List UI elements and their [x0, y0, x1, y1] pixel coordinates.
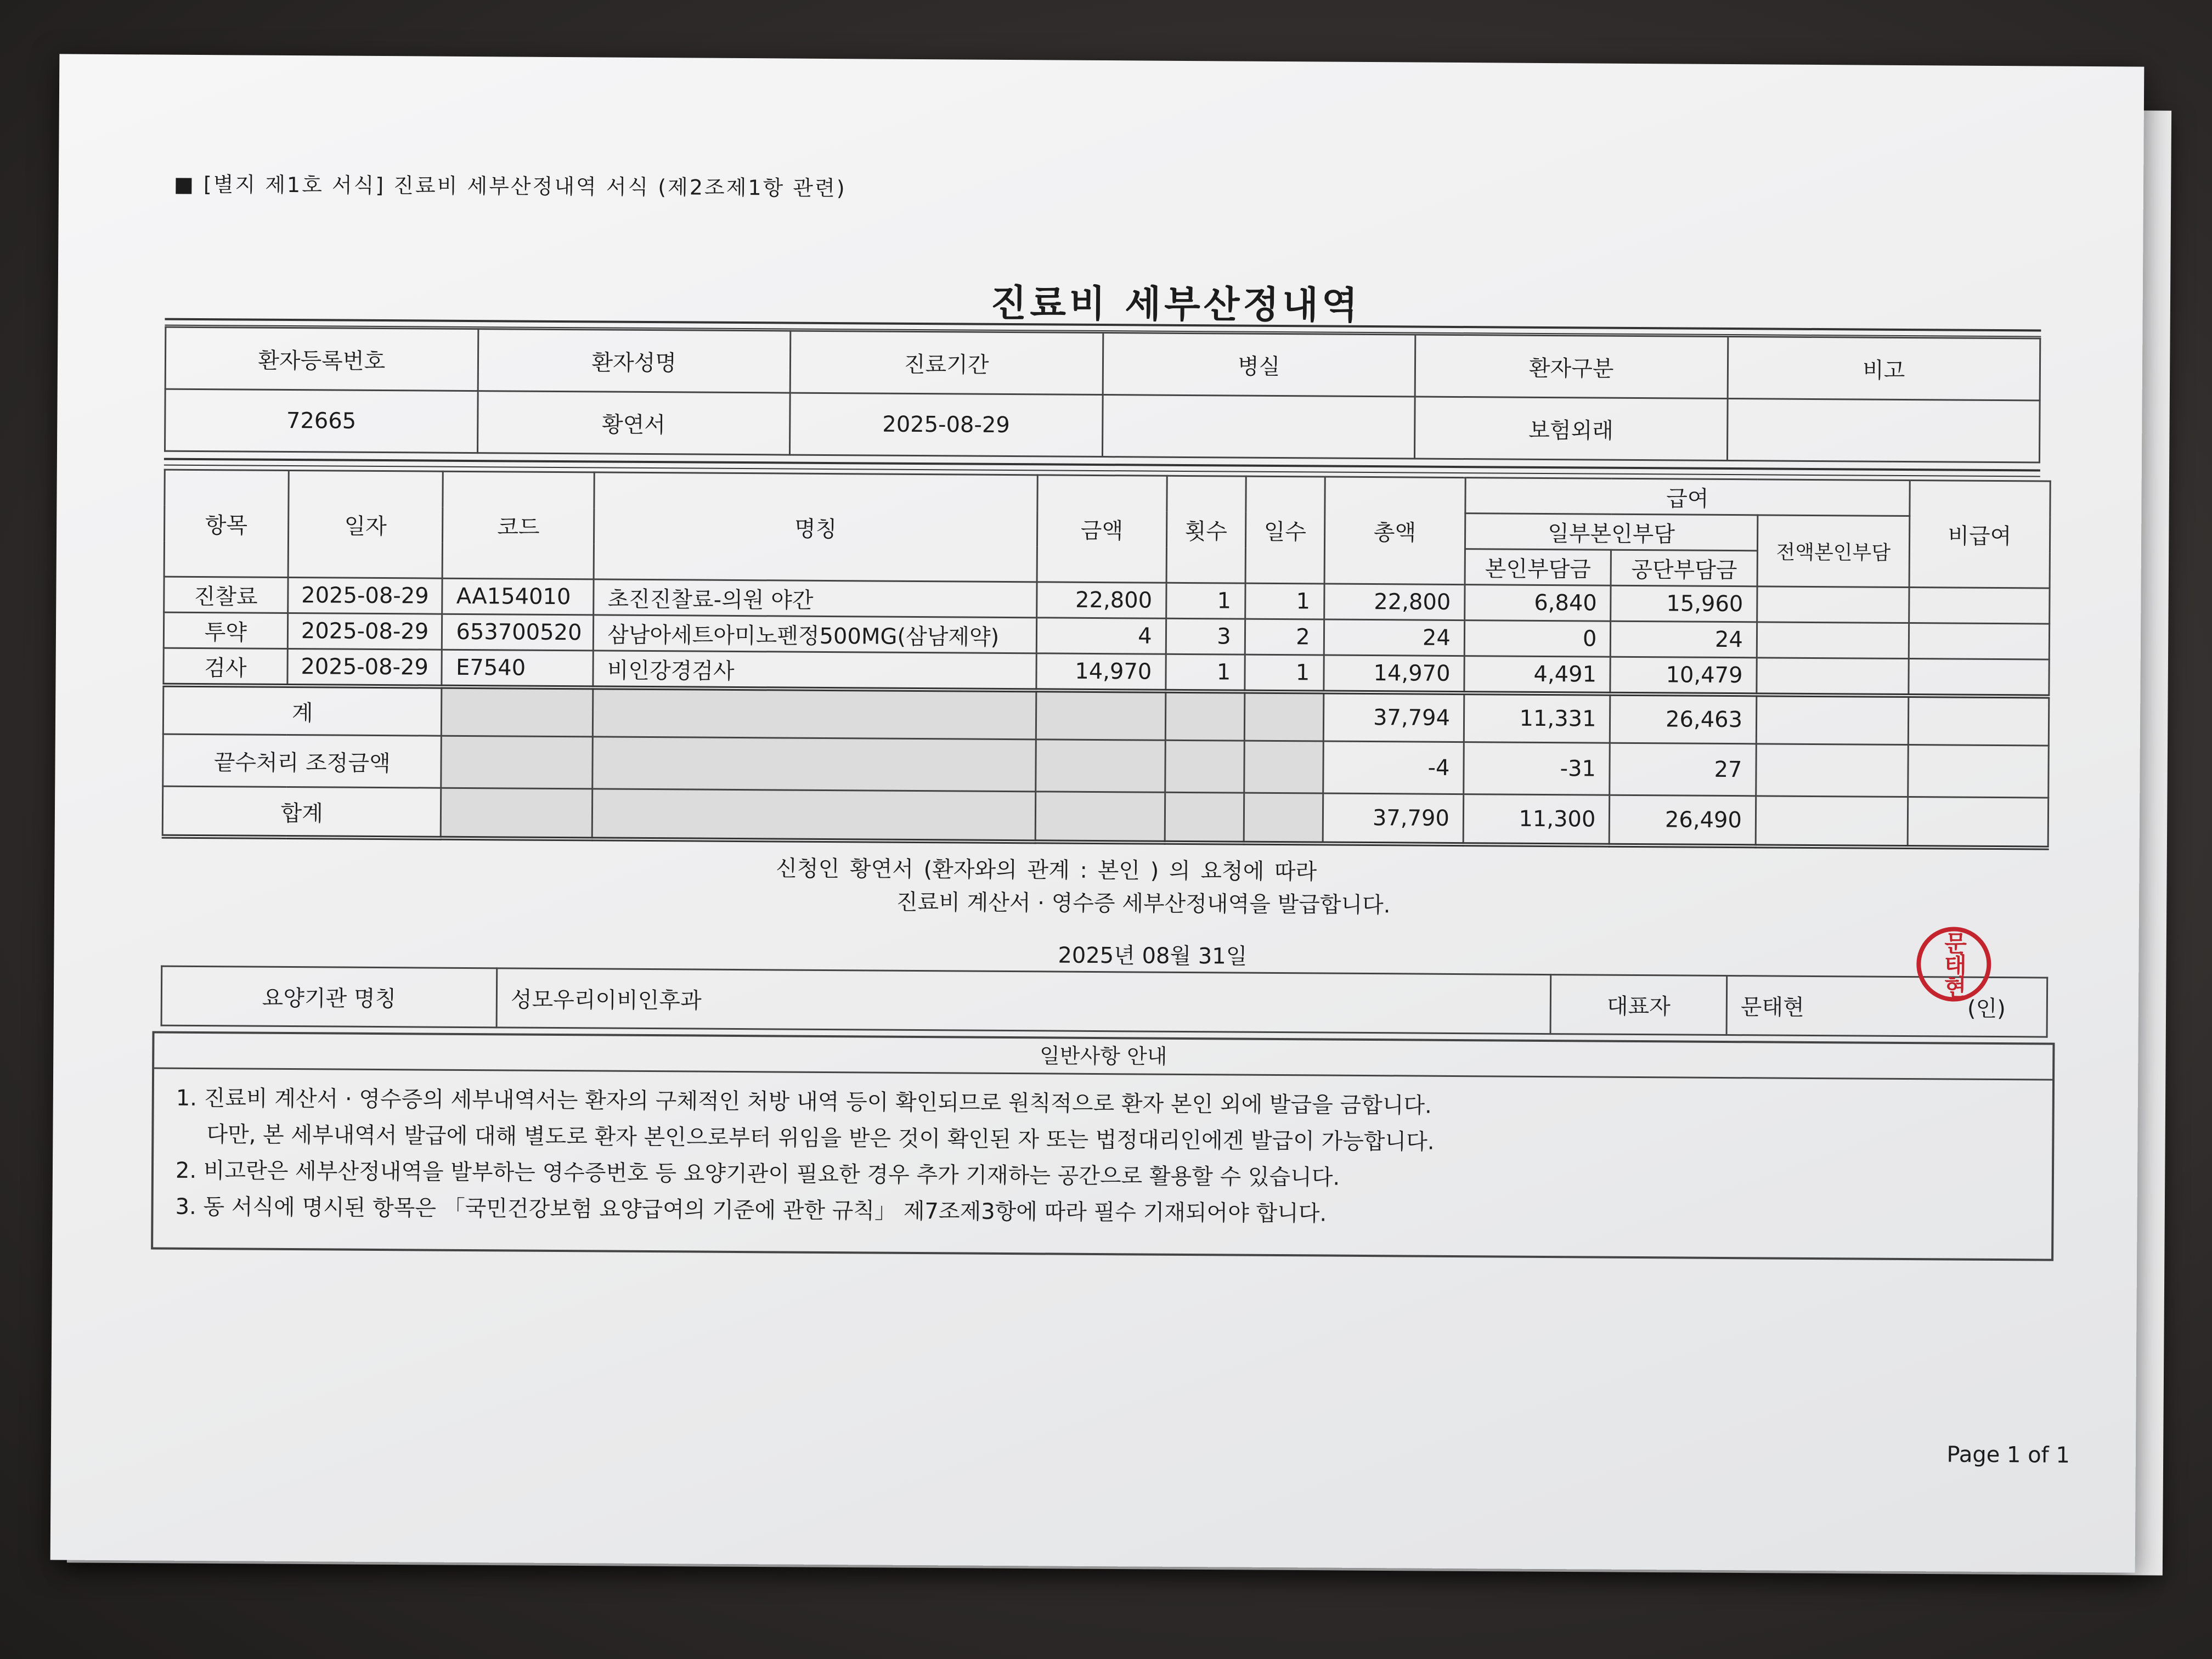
row-full-self	[1757, 658, 1909, 696]
patient-name: 황연서	[477, 391, 790, 455]
document-title: 진료비 세부산정내역	[990, 281, 1361, 328]
patient-id: 72665	[165, 389, 478, 453]
notice-line: 1. 진료비 계산서 · 영수증의 세부내역서는 환자의 구체적인 처방 내역 등이 확인되므로 원칙적으로 환자 본인 외에 발급을 금합니다.	[176, 1085, 1432, 1119]
summary-total: 37,790	[1323, 793, 1464, 844]
summary-label: 계	[163, 685, 442, 736]
remarks	[1727, 399, 2040, 462]
full-self-header: 전액본인부담	[1757, 515, 1909, 588]
partial-header: 일부본인부담	[1465, 514, 1757, 551]
row-date: 2025-08-29	[287, 577, 442, 614]
notice-body	[153, 1069, 2052, 1237]
shaded-cell	[592, 789, 1035, 842]
row-count: 1	[1166, 583, 1245, 619]
summary-full-self	[1756, 695, 1908, 744]
notice-line: 2. 비고란은 세부산정내역을 발부하는 영수증번호 등 요양기관이 필요한 경우 추가 기재하는 공간으로 활용할 수 있습니다.	[175, 1158, 1340, 1190]
row-days: 2	[1245, 619, 1324, 655]
representative-label: 대표자	[1550, 975, 1727, 1035]
shaded-cell	[1244, 741, 1323, 793]
row-total: 22,800	[1324, 584, 1465, 620]
billing-table	[162, 469, 2051, 850]
name-header: 명칭	[594, 472, 1037, 582]
shaded-cell	[1036, 690, 1165, 740]
amount-header: 금액	[1037, 475, 1167, 583]
row-non-covered	[1909, 623, 2050, 660]
row-amount: 22,800	[1037, 582, 1166, 618]
count-header: 횟수	[1166, 476, 1246, 583]
row-count: 3	[1166, 618, 1245, 654]
representative-name	[1726, 976, 2047, 1037]
row-amount: 14,970	[1036, 653, 1166, 691]
shaded-cell	[1165, 792, 1244, 843]
seal-mark: (인)	[1967, 996, 2006, 1022]
patient-info-table	[164, 326, 2041, 464]
row-days: 1	[1245, 654, 1324, 692]
summary-self-pay: 11,300	[1463, 794, 1610, 845]
grand-total-row	[162, 786, 2048, 848]
non-covered-header: 비급여	[1909, 481, 2051, 589]
summary-self-pay: 11,331	[1464, 693, 1610, 743]
row-full-self	[1757, 622, 1909, 659]
row-name: 초진진찰료-의원 야간	[594, 579, 1037, 618]
row-date: 2025-08-29	[287, 613, 442, 650]
institution-table	[161, 966, 2049, 1038]
patient-id-header: 환자등록번호	[165, 327, 478, 391]
summary-insurer-pay: 26,463	[1610, 694, 1757, 744]
patient-name-header: 환자성명	[478, 329, 791, 393]
red-seal-stamp: 문태현	[1916, 927, 1991, 1002]
summary-non-covered	[1908, 797, 2049, 848]
shaded-cell	[1244, 793, 1323, 843]
item-header: 항목	[164, 470, 289, 577]
row-total: 24	[1324, 619, 1465, 656]
row-item: 진찰료	[164, 577, 288, 613]
summary-full-self	[1756, 744, 1908, 797]
row-code: 653700520	[442, 614, 594, 651]
row-self-pay: 6,840	[1465, 585, 1611, 622]
institution-name: 성모우리이비인후과	[496, 968, 1551, 1034]
shaded-cell	[1036, 740, 1165, 792]
shaded-cell	[592, 737, 1036, 792]
row-item: 투약	[163, 612, 287, 648]
notice-box	[151, 1031, 2055, 1261]
summary-label: 합계	[162, 786, 441, 838]
patient-type: 보험외래	[1414, 397, 1727, 460]
shaded-cell	[593, 687, 1036, 739]
covered-header: 급여	[1465, 478, 1910, 516]
date-header: 일자	[288, 470, 443, 578]
row-amount: 4	[1036, 618, 1166, 654]
row-insurer-pay: 24	[1611, 621, 1757, 658]
row-insurer-pay: 10,479	[1610, 657, 1757, 695]
shaded-cell	[1165, 740, 1244, 793]
shaded-cell	[441, 788, 592, 839]
issue-statement: 진료비 계산서 · 영수증 세부산정내역을 발급합니다.	[896, 889, 1391, 918]
summary-insurer-pay: 27	[1610, 743, 1756, 796]
shaded-cell	[1244, 692, 1324, 741]
summary-label: 끝수처리 조정금액	[163, 734, 442, 788]
form-label: ■ [별지 제1호 서식] 진료비 세부산정내역 서식 (제2조제1항 관련)	[173, 172, 847, 201]
remarks-header: 비고	[1728, 337, 2040, 400]
institution-label: 요양기관 명칭	[161, 966, 497, 1028]
summary-total: -4	[1323, 741, 1464, 794]
row-days: 1	[1245, 583, 1324, 619]
shaded-cell	[1165, 691, 1245, 741]
row-total: 14,970	[1324, 655, 1465, 693]
shaded-cell	[441, 736, 592, 789]
summary-non-covered	[1908, 696, 2049, 746]
summary-total: 37,794	[1323, 692, 1464, 742]
summary-self-pay: -31	[1464, 742, 1610, 795]
notice-line: 3. 동 서식에 명시된 항목은 「국민건강보험 요양급여의 기준에 관한 규칙」 제7조제3항에 따라 필수 기재되어야 합니다.	[175, 1194, 1327, 1227]
row-date: 2025-08-29	[287, 648, 442, 686]
notice-line: 다만, 본 세부내역서 발급에 대해 별도로 환자 본인으로부터 위임을 받은 것이 확인된 자 또는 법정대리인에겐 발급이 가능합니다.	[206, 1122, 1435, 1155]
row-code: E7540	[442, 650, 593, 687]
code-header: 코드	[443, 471, 595, 579]
total-header: 총액	[1324, 477, 1465, 585]
row-name: 삼남아세트아미노펜정500MG(삼남제약)	[593, 615, 1036, 653]
room-header: 병실	[1103, 333, 1415, 397]
document-paper	[50, 54, 2145, 1572]
summary-non-covered	[1908, 745, 2049, 798]
treatment-period: 2025-08-29	[789, 393, 1102, 456]
row-code: AA154010	[442, 578, 594, 615]
row-self-pay: 4,491	[1464, 656, 1611, 694]
shaded-cell	[1035, 792, 1165, 843]
row-non-covered	[1908, 659, 2049, 697]
self-pay-header: 본인부담금	[1465, 549, 1611, 586]
row-insurer-pay: 15,960	[1611, 585, 1757, 622]
summary-insurer-pay: 26,490	[1610, 795, 1756, 846]
page-number: Page 1 of 1	[1946, 1442, 2070, 1468]
shaded-cell	[442, 687, 593, 737]
row-count: 1	[1166, 654, 1245, 691]
notice-title: 일반사항 안내	[154, 1034, 2052, 1081]
summary-full-self	[1756, 796, 1908, 847]
room	[1102, 395, 1415, 459]
row-item: 검사	[163, 648, 287, 686]
request-statement: 신청인 황연서 (환자와의 관계 : 본인 ) 의 요청에 따라	[776, 856, 1317, 885]
row-self-pay: 0	[1464, 620, 1611, 657]
row-name: 비인강경검사	[593, 651, 1036, 690]
patient-type-header: 환자구분	[1415, 335, 1728, 398]
issue-date: 2025년 08월 31일	[1058, 943, 1248, 969]
row-non-covered	[1909, 588, 2050, 624]
days-header: 일수	[1245, 476, 1325, 584]
period-header: 진료기간	[790, 331, 1103, 394]
representative-name-text: 문태현	[1740, 995, 1804, 1020]
insurer-pay-header: 공단부담금	[1611, 550, 1758, 586]
row-full-self	[1757, 586, 1909, 623]
